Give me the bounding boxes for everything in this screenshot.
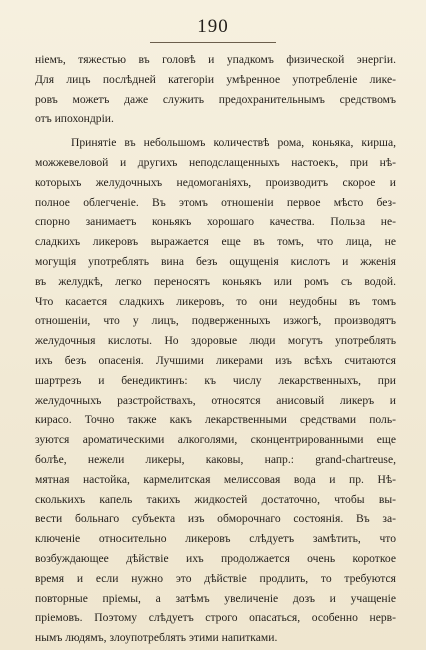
text-line: желудочныя кислоты. Но здоровые люди могутъ употреблять	[35, 334, 396, 348]
text-line: шартрезъ и бенедиктинъ: къ числу лекарственныхъ, при	[35, 373, 396, 387]
text-line: можжевеловой и другихъ неподслащенныхъ настоекъ, при нѣ-	[35, 155, 396, 169]
text-line: кирасо. Точно также какъ лекарственными средствами поль-	[35, 413, 396, 427]
text-line: Для лицъ послѣдней категоріи умѣренное употребленіе лике-	[35, 72, 396, 86]
text-line: время и если нужно это дѣйствіе продлить, то требуются	[35, 571, 396, 585]
text-line: отношеніи, что у лицъ, подверженныхъ изжогѣ, производятъ	[35, 314, 396, 328]
text-line: вести больнаго субъекта изъ обморочнаго состоянія. Въ за-	[35, 512, 396, 526]
text-line: возбуждающее дѣйствіе ихъ продолжается очень короткое	[35, 551, 396, 565]
text-line: отъ ипохондріи.	[35, 112, 114, 126]
text-line: спорно занимаетъ коньякъ хорошаго качества. Польза не-	[35, 215, 396, 229]
text-line: которыхъ желудочныхъ недомоганіяхъ, производитъ скорое и	[35, 175, 396, 189]
text-line: могущія употреблять вина безъ ощущенія кислотъ и жженія	[35, 254, 396, 268]
text-line: въ желудкѣ, легко переносятъ коньякъ или ромъ съ водой.	[35, 274, 396, 288]
body-text	[35, 50, 396, 648]
text-line: ніемъ, тяжестью въ головѣ и упадкомъ физической энергіи.	[35, 53, 396, 66]
text-line: Что касается сладкихъ ликеровъ, то они неудобны въ томъ	[35, 294, 396, 308]
text-line: сладкихъ ликеровъ выражается еще въ томъ, что лица, не	[35, 235, 396, 249]
text-line: ровъ можетъ даже служить предохранительнымъ средствомъ	[35, 92, 396, 106]
text-line: ихъ безъ опасенія. Лучшими ликерами изъ всѣхъ считаются	[35, 353, 396, 367]
text-line: нымъ людямъ, злоупотреблять этими напитками.	[35, 631, 278, 645]
page-number: 190	[197, 16, 229, 37]
text-line: мятная настойка, кармелитская мелиссовая вода и пр. Нѣ-	[35, 472, 396, 486]
text-line: желудочныхъ разстройствахъ, относятся анисовый ликеръ и	[35, 393, 396, 407]
text-line: ключеніе относительно ликеровъ слѣдуетъ замѣтить, что	[35, 532, 396, 546]
text-line: болѣе, нежели ликеры, каковы, напр.: grand-chartreuse,	[35, 452, 396, 466]
header-rule	[150, 42, 276, 43]
text-line: Принятіе въ небольшомъ количествѣ рома, коньяка, кирша,	[71, 136, 396, 150]
text-line: полное облегченіе. Въ этомъ отношеніи первое мѣсто без-	[35, 195, 396, 209]
text-line: повторные пріемы, а затѣмъ увеличеніе дозъ и учащеніе	[35, 591, 396, 605]
text-line: сколькихъ капель такихъ жидкостей достаточно, чтобы вы-	[35, 492, 396, 506]
text-line: пріемовъ. Поэтому слѣдуетъ строго опасаться, особенно нерв-	[35, 611, 396, 625]
text-line: зуются ароматическими алкоголями, сконцентрированными еще	[35, 433, 396, 447]
